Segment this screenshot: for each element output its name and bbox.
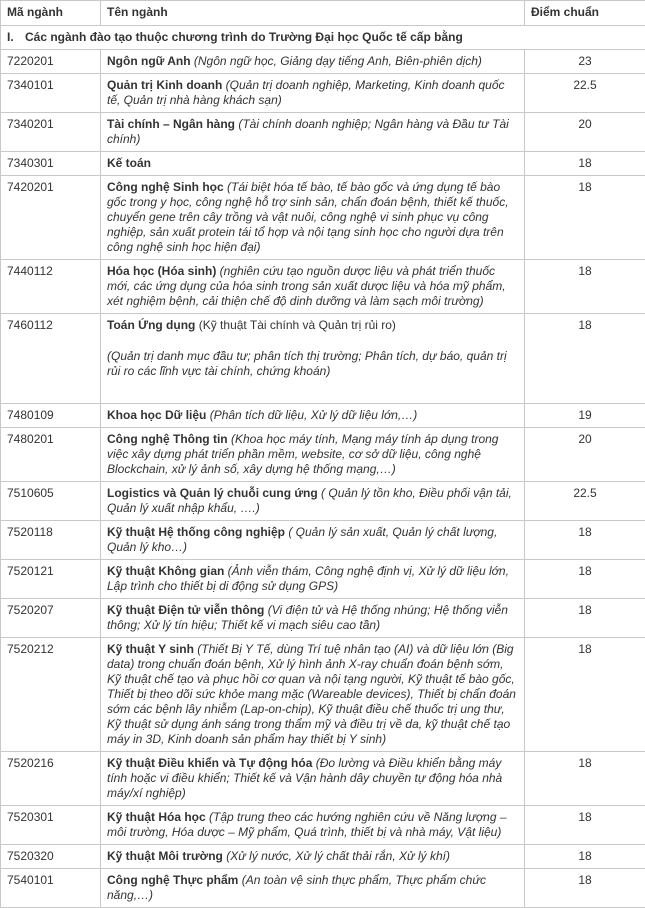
table-row	[1, 638, 645, 752]
major-code: 7510605	[1, 482, 101, 521]
table-row	[1, 260, 645, 314]
major-name-cell	[101, 599, 525, 638]
major-description: ( Quản lý sản xuất, Quản lý chất lượng, Quản lý kho…)	[107, 525, 497, 554]
major-name: Công nghệ Sinh học	[107, 180, 224, 194]
major-description: (Xử lý nước, Xử lý chất thải rắn, Xử lý khí)	[223, 849, 450, 863]
major-name: Quản trị Kinh doanh	[107, 78, 222, 92]
table-row	[1, 50, 645, 74]
major-score: 22.5	[525, 482, 645, 521]
major-code: 7520216	[1, 752, 101, 806]
major-code: 7460112	[1, 314, 101, 404]
major-name-cell	[101, 482, 525, 521]
major-code: 7520320	[1, 845, 101, 869]
major-code: 7340101	[1, 74, 101, 113]
major-code: 7340201	[1, 113, 101, 152]
major-name: Hóa học (Hóa sinh)	[107, 264, 216, 278]
table-row	[1, 806, 645, 845]
major-description: (Vi điện tử và Hệ thống nhúng; Hệ thống viễn thông; Xử lý tín hiệu; Thiết kế vi mạch siêu cao tần)	[107, 603, 508, 632]
major-description: (Tái biệt hóa tế bào, tế bào gốc và ứng dụng tế bào gốc trong y học, công nghệ hỗ trợ sinh sản, chẩn đoán bệnh, thiết kế thuốc, chuyển gene trên cây trồng và vật nuôi, công nghệ vi sinh phục vụ công nghiệp, sản xuất protein tái tổ hợp và nội tạng sinh học cho người dựa trên công nghệ sinh học hiện đại)	[107, 180, 509, 254]
header-score: Điểm chuẩn	[525, 1, 645, 26]
major-score: 18	[525, 560, 645, 599]
major-name-cell	[101, 752, 525, 806]
major-name-cell	[101, 74, 525, 113]
major-description: (Quản trị doanh nghiệp, Marketing, Kinh doanh quốc tế, Quản trị nhà hàng khách sạn)	[107, 78, 505, 107]
section-number: I.	[7, 30, 25, 45]
table-row	[1, 74, 645, 113]
major-name-cell	[101, 152, 525, 176]
major-name-cell	[101, 113, 525, 152]
table-row	[1, 428, 645, 482]
major-name-cell	[101, 260, 525, 314]
major-score: 18	[525, 152, 645, 176]
table-row	[1, 176, 645, 260]
major-description: (Khoa học máy tính, Mạng máy tính áp dụng trong việc xây dựng phát triển phần mềm, website, cơ sở dữ liệu, công nghệ Blockchain, xử lý ảnh số, xây dựng hệ thống mạng,…)	[107, 432, 498, 476]
major-name: Kỹ thuật Y sinh	[107, 642, 194, 656]
major-name: Kế toán	[107, 156, 151, 170]
header-code: Mã ngành	[1, 1, 101, 26]
major-description: (Ngôn ngữ học, Giảng dạy tiếng Anh, Biên-phiên dịch)	[191, 54, 482, 68]
table-row	[1, 113, 645, 152]
major-score: 18	[525, 521, 645, 560]
major-name-cell	[101, 845, 525, 869]
table-row	[1, 521, 645, 560]
major-code: 7520207	[1, 599, 101, 638]
major-score: 22.5	[525, 74, 645, 113]
section-row	[1, 26, 645, 50]
major-description: (Đo lường và Điều khiển bằng máy tính hoặc vi điều khiển; Thiết kế và Vận hành dây chuyền tự động hóa nhà máy/xí nghiệp)	[107, 756, 502, 800]
major-name: Công nghệ Thực phẩm	[107, 873, 238, 887]
table-row	[1, 599, 645, 638]
table-row	[1, 314, 645, 404]
major-score: 23	[525, 50, 645, 74]
major-code: 7440112	[1, 260, 101, 314]
major-score: 18	[525, 845, 645, 869]
table-row	[1, 482, 645, 521]
major-code: 7520121	[1, 560, 101, 599]
major-score: 20	[525, 428, 645, 482]
major-name-cell	[101, 869, 525, 908]
major-name: Kỹ thuật Hệ thống công nghiệp	[107, 525, 285, 539]
major-code: 7340301	[1, 152, 101, 176]
major-description: (Ảnh viễn thám, Công nghệ định vị, Xử lý dữ liệu lớn, Lập trình cho thiết bị di động sử dụng GPS)	[107, 564, 509, 593]
major-name: Công nghệ Thông tin	[107, 432, 228, 446]
major-code: 7540101	[1, 869, 101, 908]
major-name: Tài chính – Ngân hàng	[107, 117, 235, 131]
major-score: 18	[525, 806, 645, 845]
major-code: 7520118	[1, 521, 101, 560]
major-name: Kỹ thuật Điện tử viễn thông	[107, 603, 264, 617]
major-score: 18	[525, 260, 645, 314]
table-row	[1, 560, 645, 599]
major-code: 7480109	[1, 404, 101, 428]
major-name-cell	[101, 638, 525, 752]
major-name-cell	[101, 176, 525, 260]
header-name: Tên ngành	[101, 1, 525, 26]
major-code: 7220201	[1, 50, 101, 74]
major-name-cell	[101, 806, 525, 845]
major-description: (nghiên cứu tạo nguồn dược liệu và phát triển thuốc mới, các ứng dụng của hóa sinh trong sản xuất dược liệu và hóa mỹ phẩm, xét nghiệm bệnh, cải thiện chế độ dinh dưỡng và làm sạch môi trường)	[107, 264, 506, 308]
major-score: 18	[525, 752, 645, 806]
table-header-row	[1, 1, 645, 26]
major-score: 19	[525, 404, 645, 428]
major-name: Khoa học Dữ liệu	[107, 408, 206, 422]
major-score: 18	[525, 599, 645, 638]
major-code: 7420201	[1, 176, 101, 260]
major-score: 18	[525, 314, 645, 404]
major-description: (Tài chính doanh nghiệp; Ngân hàng và Đầu tư Tài chính)	[107, 117, 509, 146]
major-score: 18	[525, 869, 645, 908]
major-name-cell	[101, 428, 525, 482]
major-name: Kỹ thuật Hóa học	[107, 810, 206, 824]
table-row	[1, 752, 645, 806]
table-row	[1, 152, 645, 176]
major-name-cell	[101, 521, 525, 560]
major-code: 7520212	[1, 638, 101, 752]
major-name: Kỹ thuật Môi trường	[107, 849, 223, 863]
major-subtitle: (Kỹ thuật Tài chính và Quản trị rủi ro)	[195, 318, 396, 332]
major-description: (Tập trung theo các hướng nghiên cứu về Năng lượng – môi trường, Hóa dược – Mỹ phẩm, Quá trình, thiết bị và nhà máy, Vật liệu)	[107, 810, 507, 839]
major-name-cell	[101, 404, 525, 428]
major-description: (An toàn vệ sinh thực phẩm, Thực phẩm chức năng,…)	[107, 873, 486, 902]
major-description: (Quản trị danh mục đầu tư; phân tích thị trường; Phân tích, dự báo, quản trị rủi ro các lĩnh vực tài chính, chứng khoán)	[107, 349, 518, 379]
section-cell	[1, 26, 645, 50]
major-name: Logistics và Quản lý chuỗi cung ứng	[107, 486, 318, 500]
major-name-cell	[101, 314, 525, 404]
major-description: (Thiết Bị Y Tế, dùng Trí tuệ nhân tạo (AI) và dữ liệu lớn (Big data) trong chuẩn đoán bệnh, Xử lý hình ảnh X-ray chuẩn đoán bệnh sớm, Kỹ thuật chế tạo và phục hồi cơ quan và nội tạng người, Kỹ thuật tế bào gốc, Thiết bị theo dõi sức khỏe mang mặc (Wareable devices), Thiết bị chẩn đoán sớm các bệnh lây nhiễm (Lap-on-chip), Kỹ thuật điều chế thuốc trị ung thư, Kỹ thuật sử dụng ánh sáng trong thẩm mỹ và điều trị về da, kỹ thuật chế tạo máy in 3D, Kinh doanh sản phẩm hay thiết bị Y sinh)	[107, 642, 516, 746]
major-name-cell	[101, 50, 525, 74]
table-row	[1, 869, 645, 908]
table-row	[1, 404, 645, 428]
major-code: 7480201	[1, 428, 101, 482]
major-name-cell	[101, 560, 525, 599]
table-row	[1, 845, 645, 869]
major-description: ( Quản lý tồn kho, Điều phối vận tải, Quản lý xuất nhập khẩu, ….)	[107, 486, 512, 515]
major-score: 18	[525, 176, 645, 260]
major-name: Toán Ứng dụng	[107, 318, 195, 332]
section-title: Các ngành đào tạo thuộc chương trình do Trường Đại học Quốc tế cấp bằng	[25, 30, 463, 44]
major-score: 20	[525, 113, 645, 152]
major-name: Ngôn ngữ Anh	[107, 54, 191, 68]
major-name: Kỹ thuật Không gian	[107, 564, 224, 578]
major-score: 18	[525, 638, 645, 752]
major-code: 7520301	[1, 806, 101, 845]
major-name: Kỹ thuật Điều khiển và Tự động hóa	[107, 756, 312, 770]
major-description: (Phân tích dữ liệu, Xử lý dữ liệu lớn,…)	[206, 408, 417, 422]
